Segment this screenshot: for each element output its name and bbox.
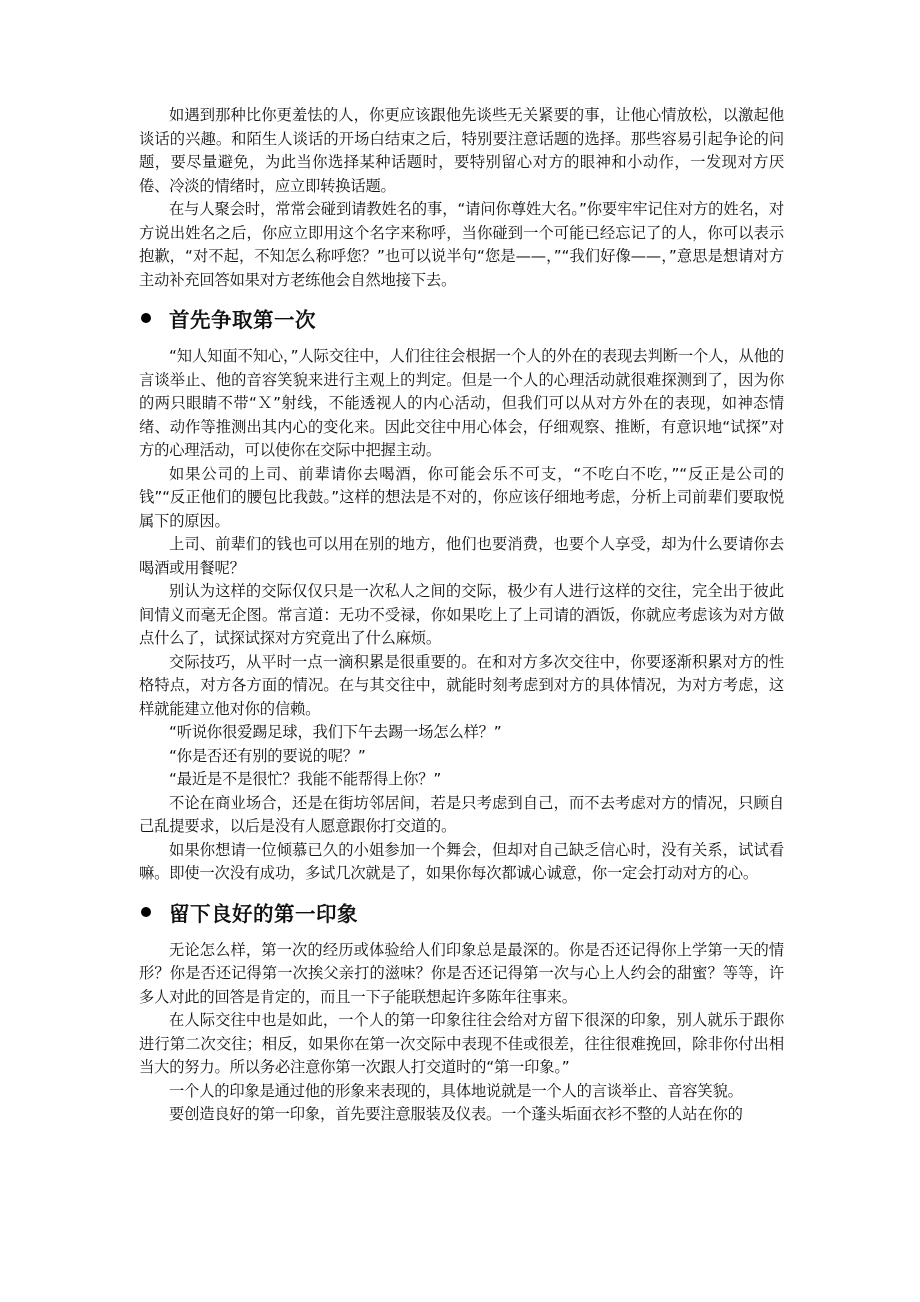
paragraph: 在人际交往中也是如此，一个人的第一印象往往会给对方留下很深的印象，别人就乐于跟你进行第二次交往；相反，如果你在第一次交际中表现不佳或很差，往往很难挽回，除非你付出相当大的努力。所以务必注意你第一次跟人打交道时的“第一印象。” [139,1011,784,1076]
section-heading [139,300,784,336]
section-title: 首先争取第一次 [169,308,316,332]
paragraph: 交际技巧，从平时一点一滴积累是很重要的。在和对方多次交往中，你要逐渐积累对方的性格特点，对方各方面的情况。在与其交往中，就能时刻考虑到对方的具体情况，为对方考虑，这样就能建立他对你的信赖。 [139,652,784,718]
dialogue-line: “你是否还有别的要说的呢？” [169,746,366,765]
paragraph: 在与人聚会时，常常会碰到请教姓名的事，“请问你尊姓大名。”你要牢牢记住对方的姓名，对方说出姓名之后，你应立即用这个名字来称呼，当你碰到一个可能已经忘记了的人，你可以表示抱歉，“对不起，不知怎么称呼您？”也可以说半句“您是——，”“我们好像——，”意思是想请对方主动补充回答如果对方老练他会自然地接下去。 [139,200,784,289]
paragraph: 如果你想请一位倾慕已久的小姐参加一个舞会，但却对自己缺乏信心时，没有关系，试试看嘛。即使一次没有成功，多试几次就是了，如果你每次都诚心诚意，你一定会打动对方的心。 [139,840,784,882]
paragraph: 一个人的印象是通过他的形象来表现的，具体地说就是一个人的言谈举止、音容笑貌。 [169,1081,743,1100]
paragraph: 无论怎么样，第一次的经历或体验给人们印象总是最深的。你是否还记得你上学第一天的情形？你是否还记得第一次挨父亲打的滋味？你是否还记得第一次与心上人约会的甜蜜？等等，许多人对此的回答是肯定的，而且一下子能联想起许多陈年往事来。 [139,940,784,1006]
document-page [139,104,784,1127]
paragraph: 如遇到那种比你更羞怯的人，你更应该跟他先谈些无关紧要的事，让他心情放松，以激起他谈话的兴趣。和陌生人谈话的开场白结束之后，特别要注意话题的选择。那些容易引起争论的问题，要尽量避免，为此当你选择某种话题时，要特别留心对方的眼神和小动作，一发现对方厌倦、冷淡的情绪时，应立即转换话题。 [139,106,784,195]
paragraph: 要创造良好的第一印象，首先要注意服装及仪表。一个蓬头垢面衣衫不整的人站在你的 [169,1105,743,1123]
paragraph: 别认为这样的交际仅仅只是一次私人之间的交际，极少有人进行这样的交往，完全出于彼此间情义而毫无企图。常言道：无功不受禄，你如果吃上了上司请的酒饭，你就应考虑该为对方做点什么了，试探试探对方究竟出了什么麻烦。 [139,582,784,647]
section-title: 留下良好的第一印象 [169,901,358,926]
bullet-icon [141,313,151,323]
paragraph: 上司、前辈们的钱也可以用在别的地方，他们也要消费，也要个人享受，却为什么要请你去喝酒或用餐呢？ [139,535,784,577]
paragraph: 不论在商业场合，还是在街坊邻居间，若是只考虑到自己，而不去考虑对方的情况，只顾自己乱提要求，以后是没有人愿意跟你打交道的。 [139,793,784,835]
paragraph: “知人知面不知心，”人际交往中，人们往往会根据一个人的外在的表现去判断一个人，从他的言谈举止、他的音容笑貌来进行主观上的判定。但是一个人的心理活动就很难探测到了，因为你的两只眼睛不带“Ｘ”射线，不能透视人的内心活动，但我们可以从对方外在的表现，如神态情绪、动作等推测出其内心的变化来。因此交往中用心体会，仔细观察、推断，有意识地“试探”对方的心理活动，可以使你在交际中把握主动。 [139,347,784,459]
section-heading [139,894,784,930]
bullet-icon [141,907,151,917]
paragraph: 如果公司的上司、前辈请你去喝酒，你可能会乐不可支，“不吃白不吃，”“反正是公司的钱”“反正他们的腰包比我鼓。”这样的想法是不对的，你应该仔细地考虑，分析上司前辈们要取悦属下的原因。 [139,464,784,530]
dialogue-line: “听说你很爱踢足球，我们下午去踢一场怎么样？” [169,723,502,741]
dialogue-line: “最近是不是很忙？我能不能帮得上你？” [169,770,442,788]
